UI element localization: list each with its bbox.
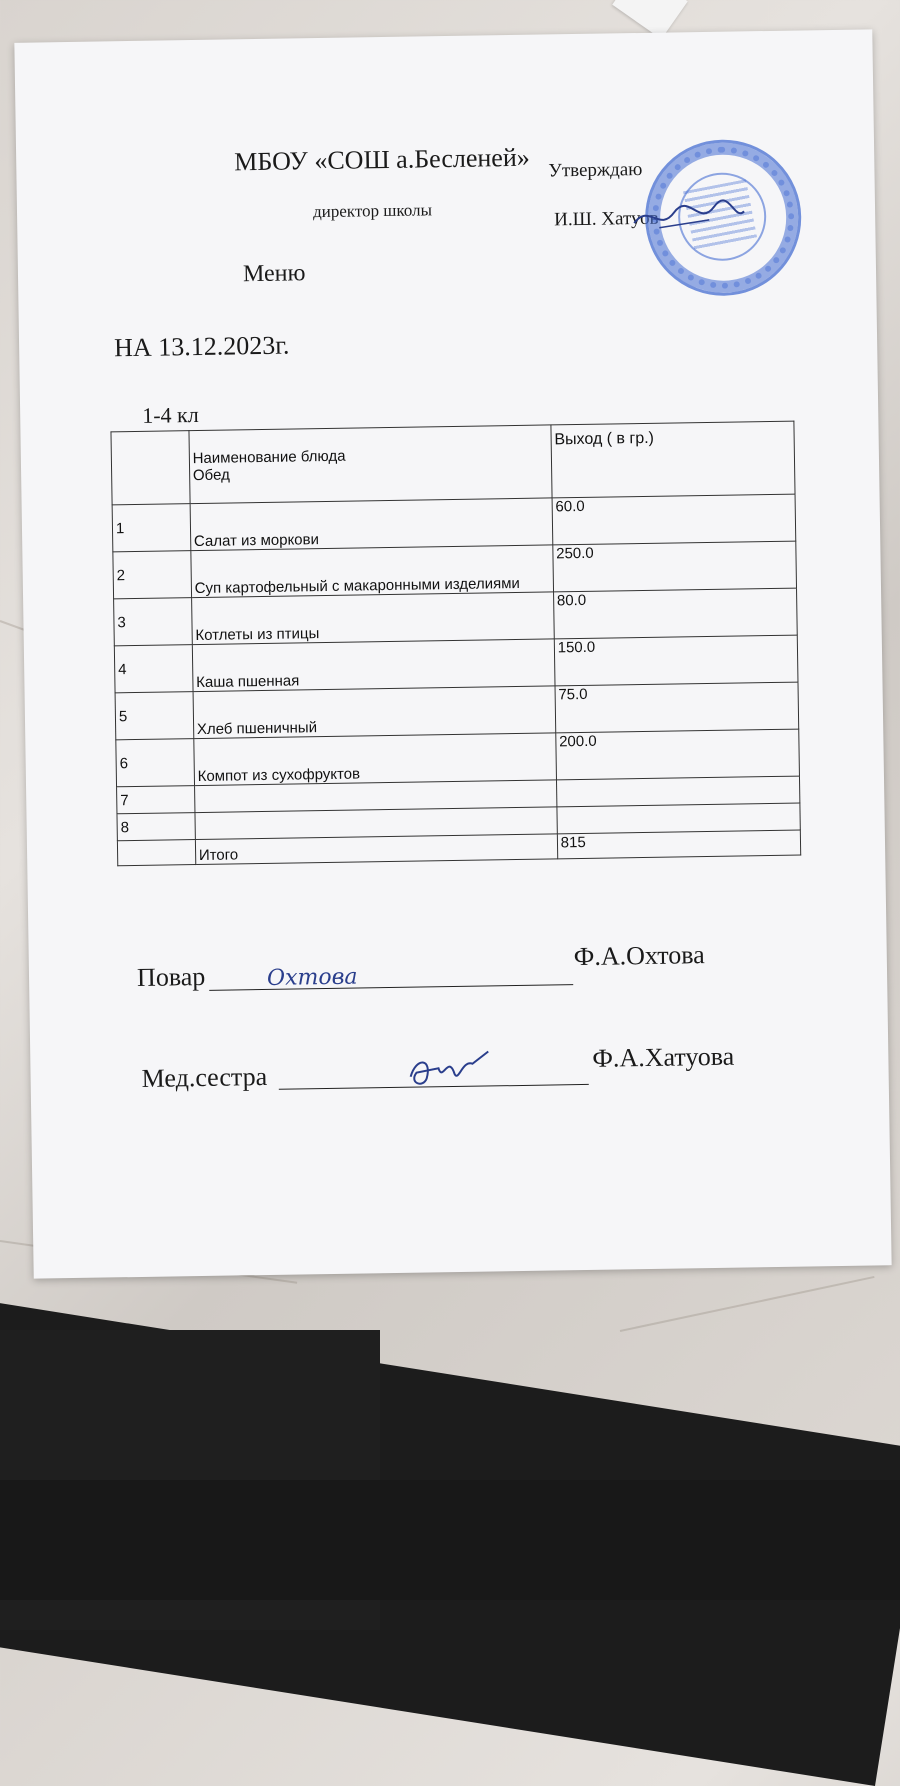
row-output: 200.0	[555, 729, 799, 780]
total-output: 815	[557, 830, 801, 859]
cook-handwriting: Охтова	[266, 964, 358, 991]
row-dish: Суп картофельный с макаронными изделиями	[191, 545, 554, 598]
menu-table	[110, 421, 801, 867]
header-dish	[189, 425, 552, 504]
row-dish: Салат из моркови	[190, 498, 553, 551]
cook-name: Ф.А.Охтова	[573, 940, 705, 972]
header-output: Выход ( в гр.)	[551, 421, 795, 498]
row-dish: Каша пшенная	[192, 639, 555, 692]
row-number: 5	[115, 692, 193, 740]
row-output	[556, 776, 800, 807]
row-output: 75.0	[555, 682, 799, 733]
total-label: Итого	[195, 834, 557, 865]
cook-label: Повар	[136, 961, 206, 993]
row-output	[557, 803, 801, 834]
row-output: 80.0	[553, 588, 797, 639]
dark-fabric	[0, 1480, 900, 1600]
row-output: 60.0	[552, 494, 796, 545]
director-title: директор школы	[312, 200, 433, 222]
row-number: 4	[114, 645, 192, 693]
row-output: 150.0	[554, 635, 798, 686]
row-number: 6	[116, 739, 194, 787]
header-number	[111, 431, 190, 505]
header-meal-label: Обед	[192, 466, 230, 485]
menu-date: НА 13.12.2023г.	[113, 330, 290, 363]
row-number: 7	[117, 786, 195, 814]
director-signature	[629, 191, 750, 243]
row-number: 3	[114, 598, 192, 646]
row-dish: Котлеты из птицы	[191, 592, 554, 645]
approve-label: Утверждаю	[548, 158, 643, 182]
row-number: 1	[112, 504, 190, 552]
table-header-row	[111, 421, 795, 505]
menu-title: Меню	[242, 260, 306, 288]
header-dish-label: Наименование блюда	[192, 447, 346, 468]
menu-document	[14, 29, 891, 1278]
row-dish: Хлеб пшеничный	[193, 686, 556, 739]
total-number	[117, 840, 195, 866]
grade-label: 1-4 кл	[142, 401, 199, 428]
marble-vein	[620, 1276, 875, 1332]
nurse-label: Мед.сестра	[141, 1061, 268, 1093]
school-name: МБОУ «СОШ а.Бесленей»	[234, 142, 530, 177]
row-dish: Компот из сухофруктов	[194, 733, 557, 786]
row-number: 8	[117, 813, 195, 841]
row-number: 2	[113, 551, 191, 599]
director-name: И.Ш. Хатуов	[554, 207, 659, 231]
nurse-name: Ф.А.Хатуова	[592, 1041, 735, 1073]
row-output: 250.0	[553, 541, 797, 592]
nurse-signature	[402, 1045, 493, 1090]
cook-signature	[265, 959, 395, 993]
